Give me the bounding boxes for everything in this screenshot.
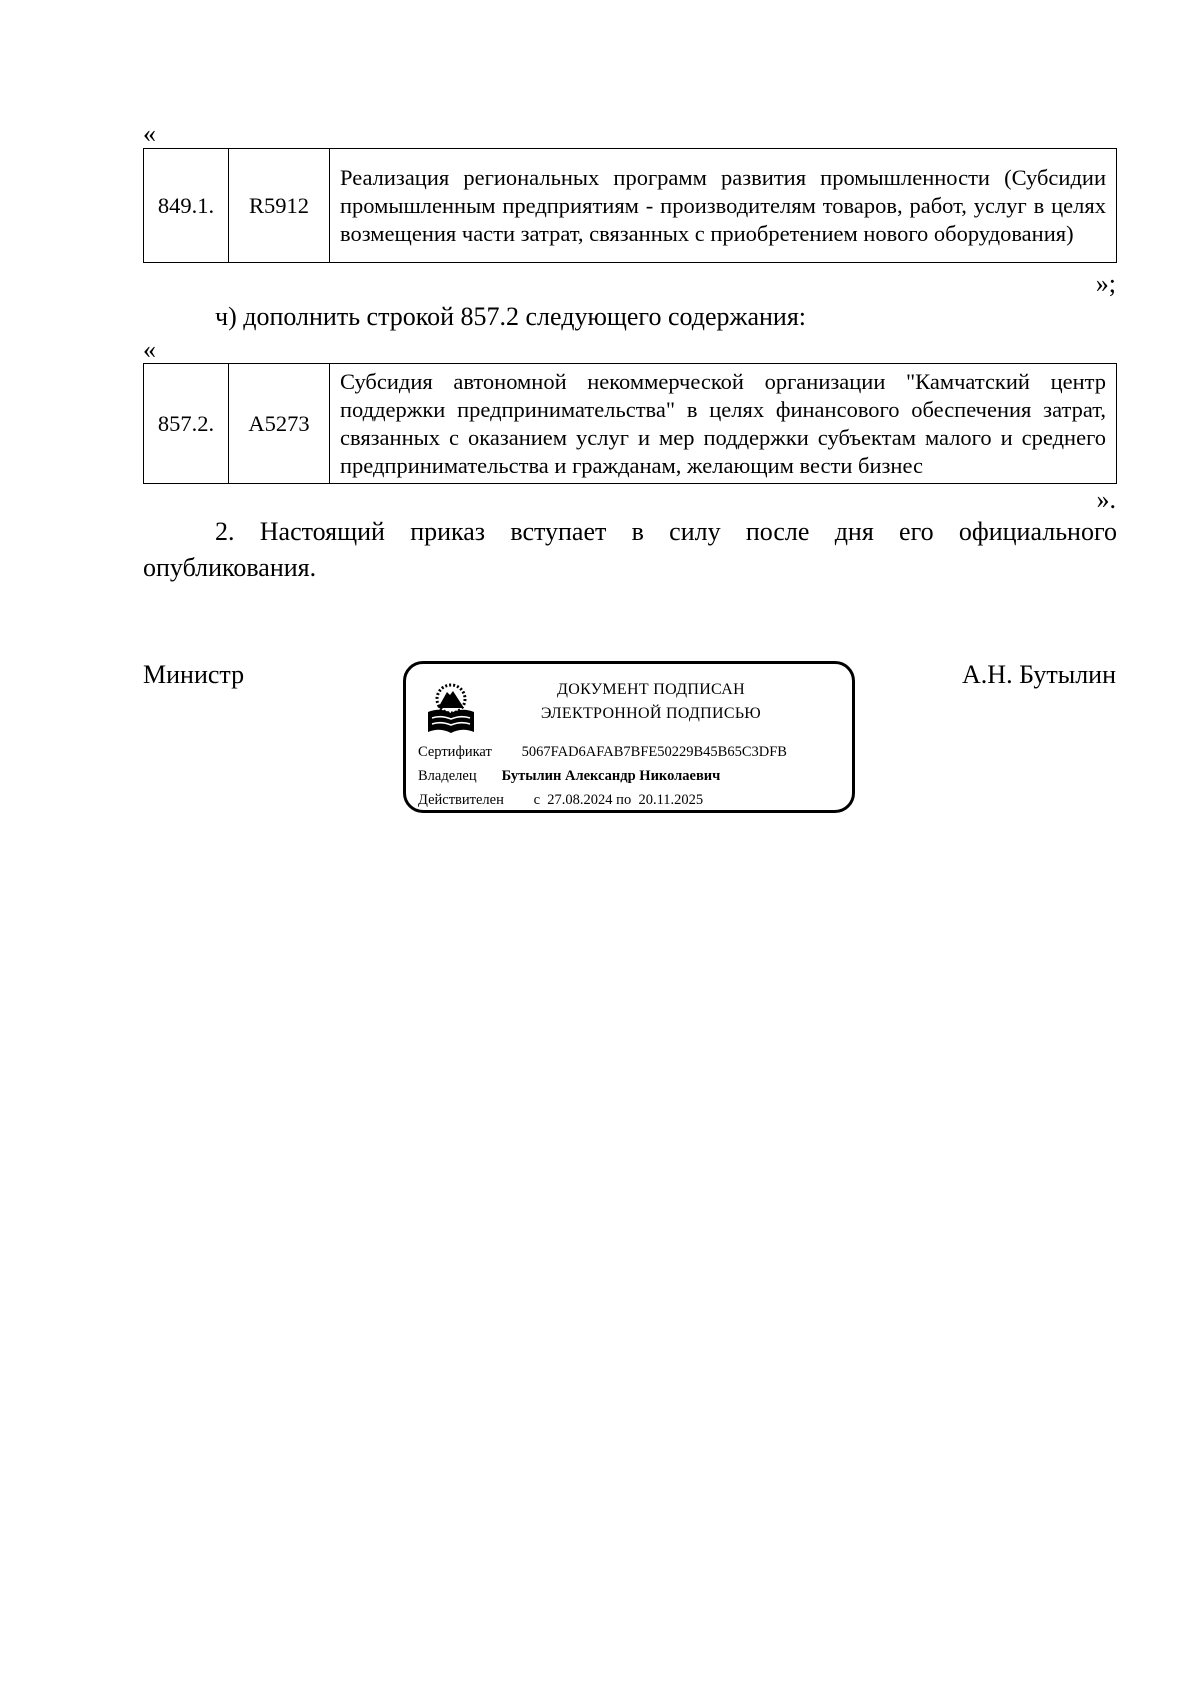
table-row [144, 364, 1117, 484]
opening-quote: « [143, 119, 156, 148]
signer-position: Министр [143, 660, 245, 689]
closing-quote: »; [1095, 269, 1116, 298]
opening-quote: « [143, 335, 156, 364]
certificate-value: 5067FAD6AFAB7BFE50229B45B65C3DFB [521, 744, 787, 760]
certificate-label: Сертификат [418, 744, 492, 760]
row-number: 857.2. [144, 364, 229, 484]
item-ch-paragraph: ч) дополнить строкой 857.2 следующего содержания: [215, 302, 807, 331]
row-table-857-2 [143, 363, 1117, 484]
item-2-paragraph: 2. Настоящий приказ вступает в силу после дня его официального опубликования. [143, 517, 1117, 582]
table-row [144, 149, 1117, 263]
stamp-title-line-1: ДОКУМЕНТ ПОДПИСАН [557, 681, 745, 698]
row-number: 849.1. [144, 149, 229, 263]
row-code: R5912 [229, 149, 330, 263]
kamchatka-emblem-icon [422, 678, 480, 736]
owner-value: Бутылин Александр Николаевич [501, 768, 721, 784]
signer-name: А.Н. Бутылин [962, 660, 1116, 689]
owner-label: Владелец [418, 768, 477, 784]
stamp-title-line-2: ЭЛЕКТРОННОЙ ПОДПИСЬЮ [540, 705, 762, 722]
row-description: Субсидия автономной некоммерческой организации "Камчатский центр поддержки предпринимательства" в целях финансового обеспечения затрат, связанных с оказанием услуг и мер поддержки субъектам малого и среднего предпринимательства и гражданам, желающим вести бизнес [330, 364, 1117, 484]
electronic-signature-stamp [403, 661, 855, 813]
stamp-validity-line [418, 791, 703, 809]
valid-label: Действителен [418, 792, 504, 808]
row-table-849-1 [143, 148, 1117, 263]
stamp-owner-line [418, 767, 720, 785]
stamp-certificate-line [418, 743, 787, 761]
row-description: Реализация региональных программ развития промышленности (Субсидии промышленным предприятиям - производителям товаров, работ, услуг в целях возмещения части затрат, связанных с приобретением нового оборудования) [330, 149, 1117, 263]
valid-value: с 27.08.2024 по 20.11.2025 [533, 792, 704, 808]
closing-quote: ». [1096, 485, 1116, 514]
row-code: А5273 [229, 364, 330, 484]
